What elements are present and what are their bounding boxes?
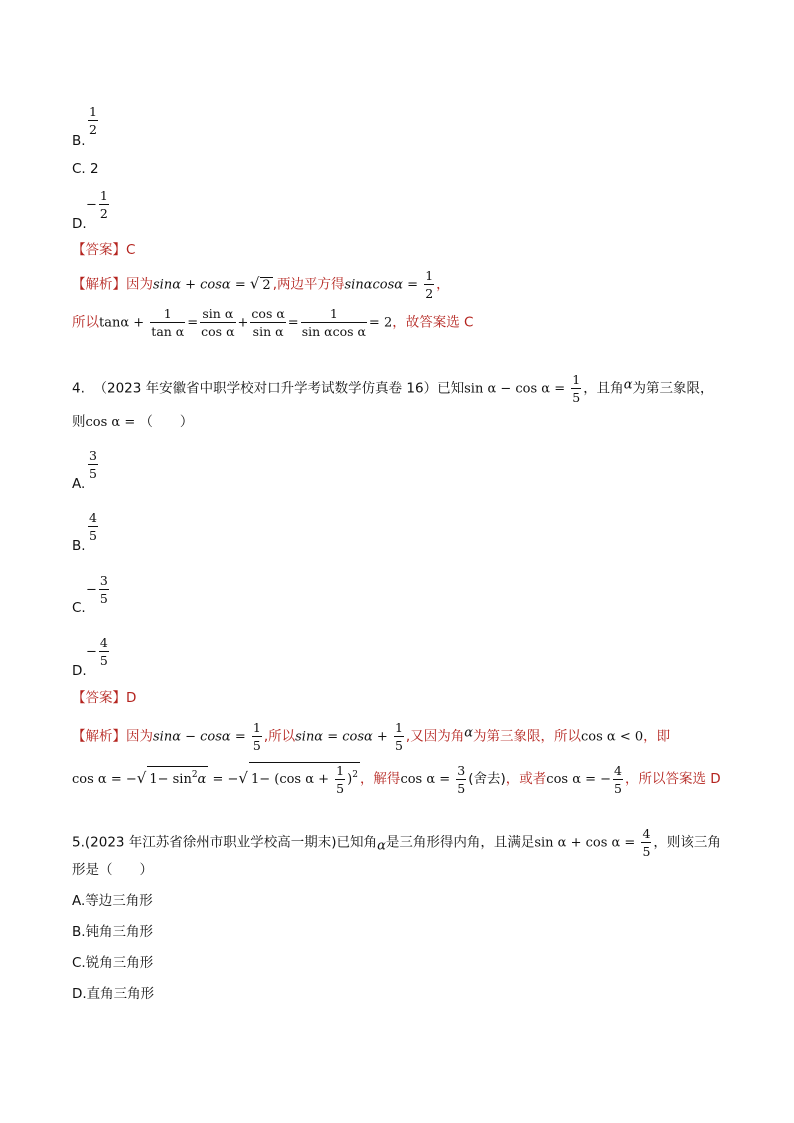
q3-option-d-label: D. <box>72 216 87 232</box>
fraction: $\frac{1}{5}$ <box>336 763 345 796</box>
q3-analysis-line1: 【解析】因为sinα + cosα = √ 2 ,两边平方得sinαcosα = $\frac{1}{2}$ ， <box>72 268 450 301</box>
q5-option-d: D.直角三角形 <box>72 986 155 1002</box>
q4-option-a <box>86 448 100 481</box>
fraction: $\frac{4}{5}$ <box>99 635 108 668</box>
q3-option-c: C. 2 <box>72 161 99 177</box>
q4-stem-line2: 则cos α = （ ） <box>72 414 194 430</box>
fraction: $\frac{3}{5}$ <box>457 762 466 796</box>
fraction: $\frac{1}{5}$ <box>252 720 261 753</box>
q4-option-a-label: A. <box>72 476 86 492</box>
q3-option-b-label: B. <box>72 133 86 149</box>
q5-stem-line1: 5.(2023 年江苏省徐州市职业学校高一期末)已知角α是三角形得内角，且满足sin α + cos α = $\frac{4}{5}$ ，则该三角 <box>72 826 721 859</box>
q3-option-b <box>86 104 100 137</box>
fraction: $\frac{4}{5}$ <box>614 762 622 796</box>
fraction: $\frac{1}{\text{tan α}}$ <box>151 306 185 339</box>
fraction: $\frac{3}{5}$ <box>99 573 108 606</box>
q4-option-b-label: B. <box>72 538 86 554</box>
q4-option-d-label: D. <box>72 663 87 679</box>
fraction: $\frac{3}{5}$ <box>89 448 97 481</box>
fraction: $\frac{1}{2}$ <box>425 268 434 301</box>
fraction: $\frac{4}{5}$ <box>89 510 97 543</box>
q4-analysis-line1: 【解析】因为sinα − cosα = $\frac{1}{5}$ ,所以sinα = cosα + $\frac{1}{5}$ ,又因为角α为第三象限，所以cos α < 0，即 <box>72 720 671 753</box>
q3-option-d: − $\frac{1}{2}$ <box>86 188 108 221</box>
q3-analysis-line2: 所以tanα + $\frac{1}{\text{tan α}}$ = $\frac{\text{sin α}}{\text{cos α}}$ + $\frac{\text{cos α}}{\text{sin α}}$ = $\frac{1}{\text{sin αcos α}}$ = 2，故答案选 C <box>72 306 474 339</box>
fraction: $\frac{1}{2}$ <box>99 188 108 221</box>
fraction: $\frac{4}{5}$ <box>642 826 651 859</box>
q4-option-c: − $\frac{3}{5}$ <box>86 573 108 606</box>
q4-analysis-line2: cos α = −√ $1- \sin^2\alpha$ = −√ 1− (cos α + $\frac{1}{5}$ )$^2$ ，解得cos α = $\frac{3}{5}$ (舍去)，或者cos α = − $\frac{4}{5}$ ，所以答案选 D <box>72 762 721 796</box>
fraction: $\frac{1}{5}$ <box>394 720 403 753</box>
q4-stem-line1: 4. （2023 年安徽省中职学校对口升学考试数学仿真卷 16）已知sin α − cos α = $\frac{1}{5}$ ，且角α为第三象限， <box>72 372 714 405</box>
q4-answer: 【答案】D <box>72 690 137 706</box>
fraction: $\frac{1}{5}$ <box>572 372 581 405</box>
q5-option-b: B.钝角三角形 <box>72 924 154 940</box>
q4-option-b <box>86 510 100 543</box>
q4-option-c-label: C. <box>72 600 86 616</box>
fraction: $\frac{1}{\text{sin αcos α}}$ <box>301 306 366 339</box>
q4-option-d: − $\frac{4}{5}$ <box>86 635 108 668</box>
q5-option-c: C.锐角三角形 <box>72 955 154 971</box>
fraction: $\frac{\text{sin α}}{\text{cos α}}$ <box>201 306 235 339</box>
fraction: $\frac{1}{2}$ <box>89 104 97 137</box>
fraction: $\frac{\text{cos α}}{\text{sin α}}$ <box>251 306 285 339</box>
q5-stem-line2: 形是（ ） <box>72 862 153 878</box>
q3-answer: 【答案】C <box>72 242 136 258</box>
q5-option-a: A.等边三角形 <box>72 893 153 909</box>
